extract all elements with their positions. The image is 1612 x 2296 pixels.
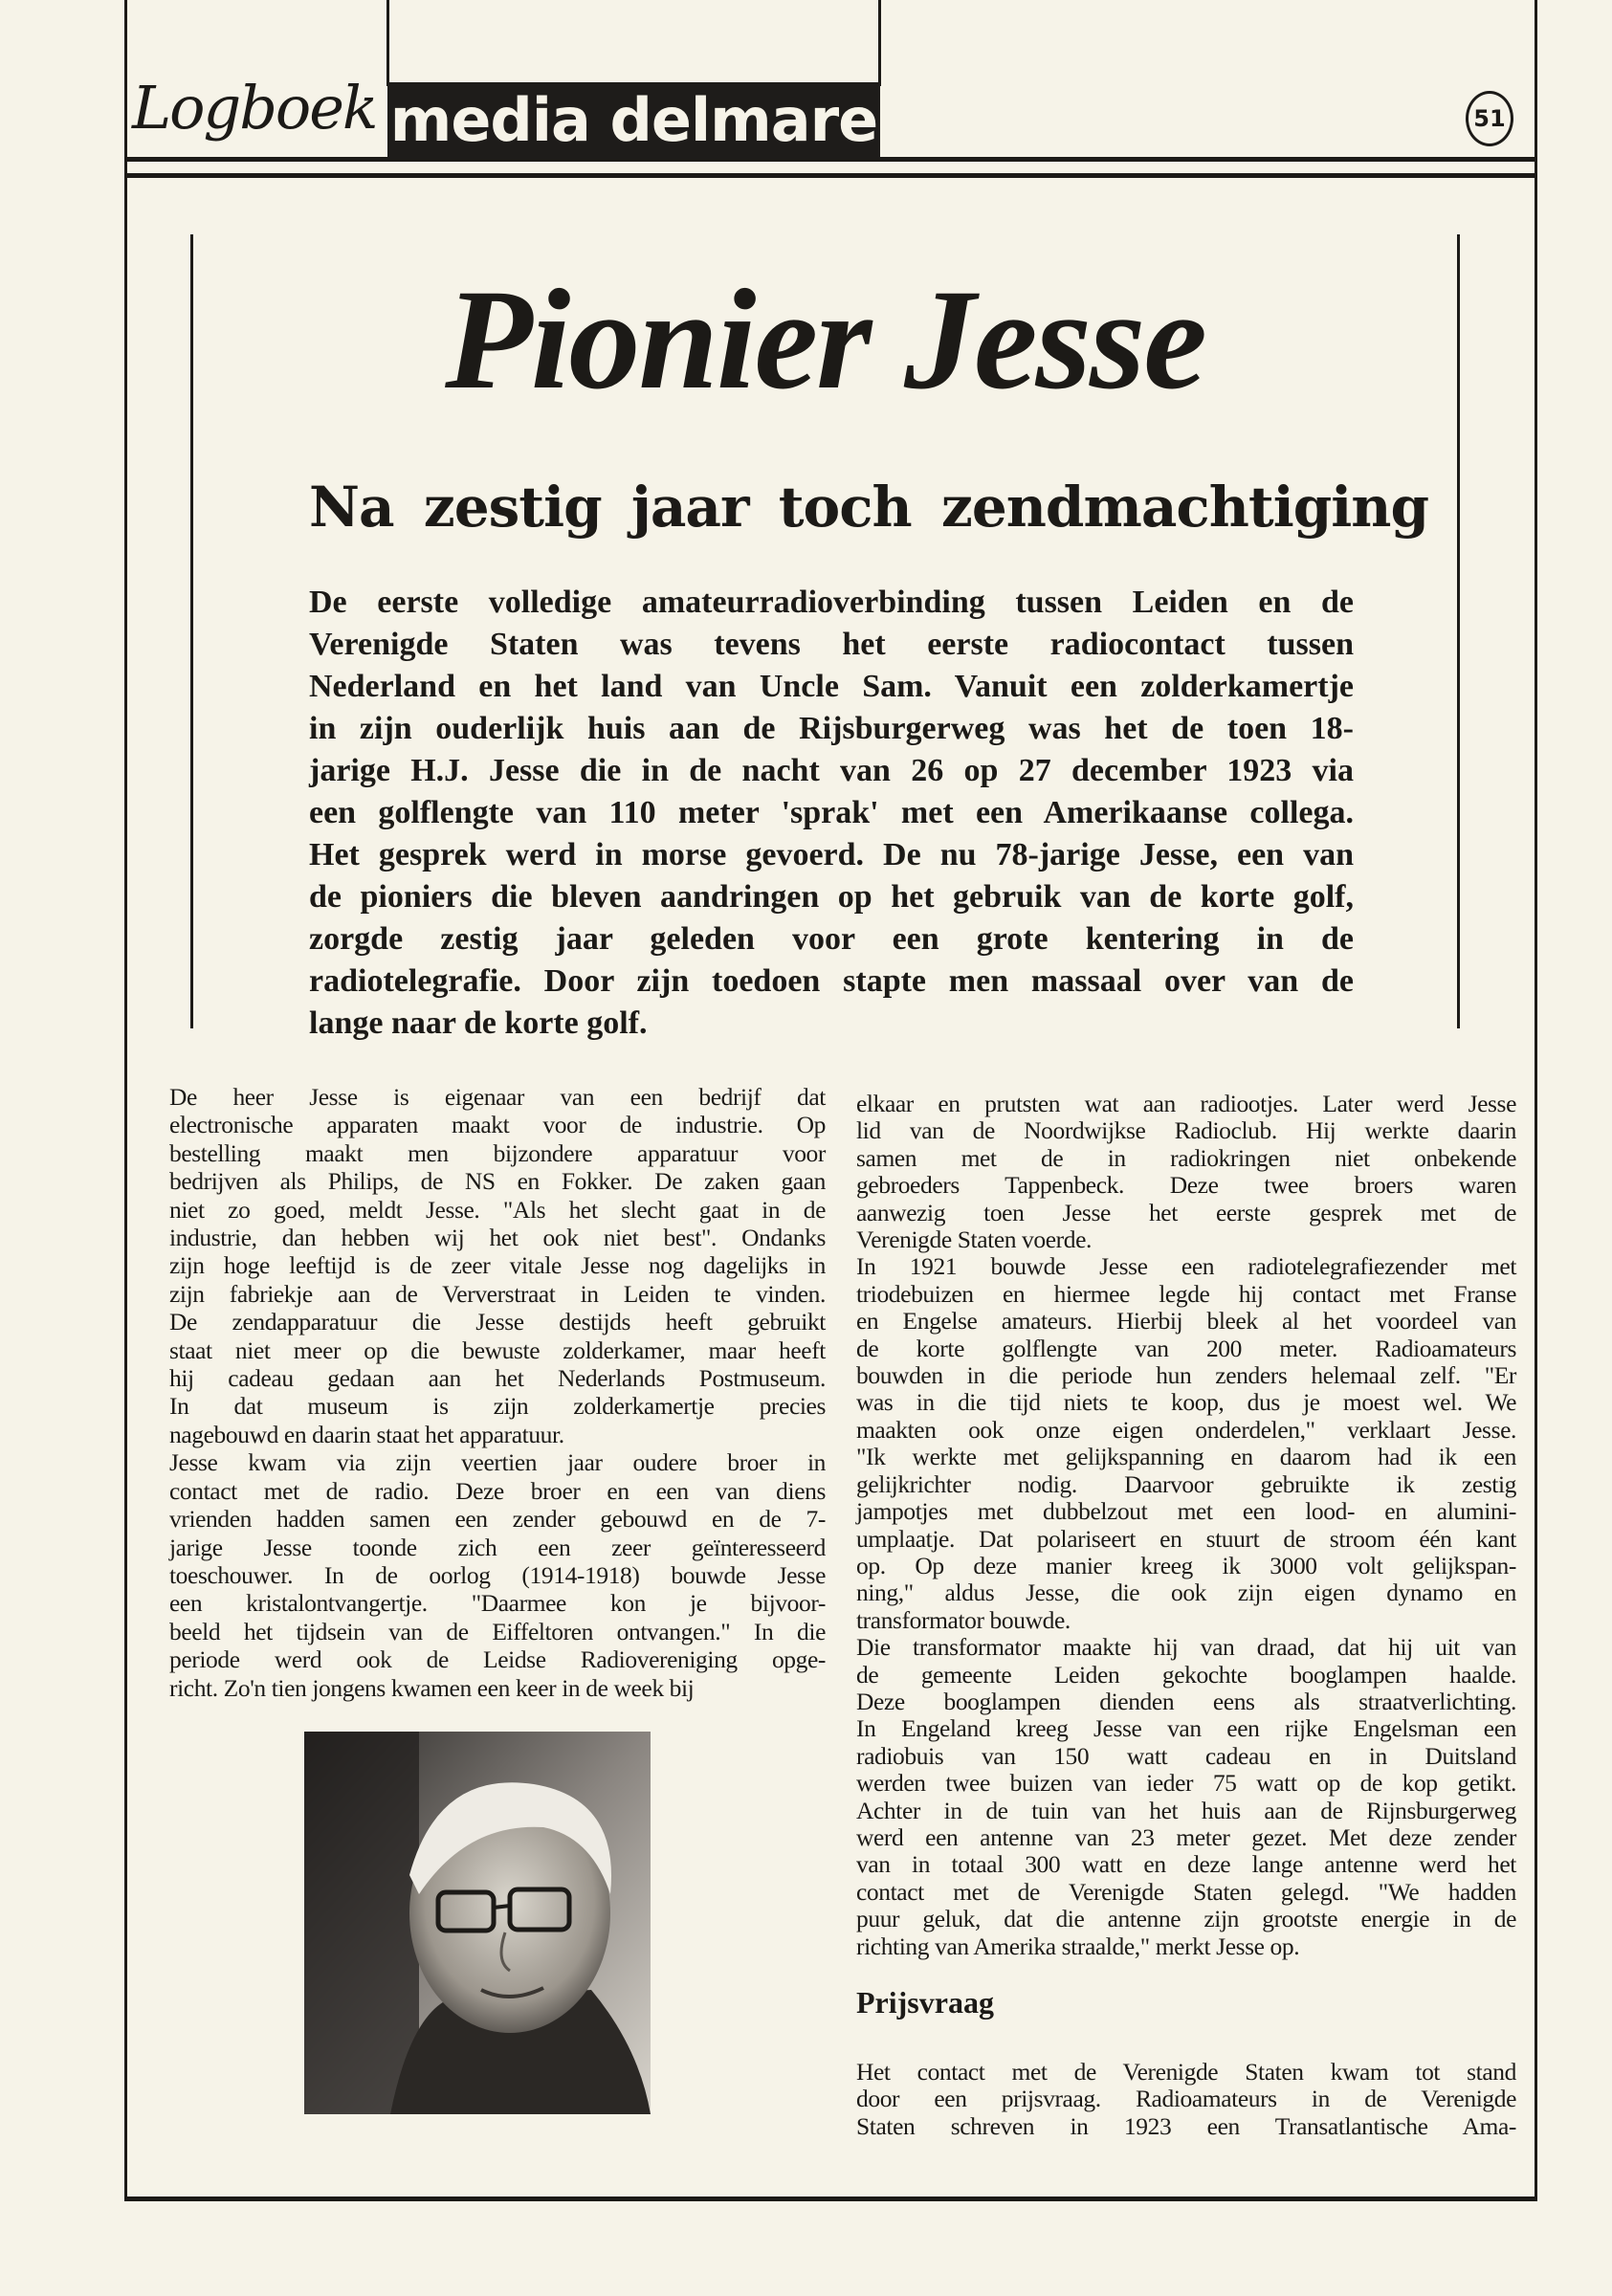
text-line: gelijkrichter nodig. Daarvoor gebruikte ik zestig	[856, 1469, 1516, 1498]
header-divider-right	[878, 0, 881, 86]
text-line: toeschouwer. In de oorlog (1914-1918) bouwde Jesse	[169, 1560, 826, 1589]
text-line: staat niet meer op die bewuste zolderkamer, maar heeft	[169, 1336, 826, 1364]
text-line: zijn fabriekje aan de Ververstraat in Leiden te vinden.	[169, 1279, 826, 1308]
text-line: bouwden in die periode hun zenders helemaal zelf. "Er	[856, 1361, 1516, 1390]
text-line: Achter in de tuin van het huis aan de Rijnsburgerweg	[856, 1796, 1516, 1824]
text-line: contact met de radio. Deze broer en een van diens	[169, 1476, 826, 1505]
text-line: Staten schreven in 1923 een Transatlantische Ama-	[856, 2111, 1516, 2140]
frame-right-border	[1535, 0, 1537, 2200]
text-line: richting van Amerika straalde," merkt Jesse op.	[856, 1932, 1300, 1960]
text-line: de gemeente Leiden gekochte booglampen haalde.	[856, 1660, 1516, 1689]
paragraph	[856, 2059, 1516, 2140]
intro-line: de pioniers die bleven aandringen op het gebruik van de korte golf,	[309, 879, 1354, 915]
text-line: nagebouwd en daarin staat het apparatuur.	[169, 1420, 564, 1448]
text-line: richt. Zo'n tien jongens kwamen een keer in de week bij	[169, 1673, 695, 1702]
text-line: triodebuizen en hiermee legde hij contact met Franse	[856, 1279, 1516, 1308]
paragraph	[856, 1091, 1516, 1253]
text-line: electronische apparaten maakt voor de industrie. Op	[169, 1111, 826, 1139]
text-line: en Engelse amateurs. Hierbij bleek al het voordeel van	[856, 1307, 1516, 1336]
text-line: was in die tijd niets te koop, dus je moest wel. We	[856, 1388, 1516, 1417]
header-rule-bottom	[124, 173, 1537, 178]
portrait-image	[304, 1732, 651, 2114]
portrait-photo	[304, 1732, 651, 2114]
text-line: niet zo goed, meldt Jesse. "Als het slecht gaat in de	[169, 1195, 826, 1224]
text-line: de korte golflengte van 200 meter. Radioamateurs	[856, 1334, 1516, 1362]
text-line: een kristalontvangertje. "Daarmee kon je bijvoor-	[169, 1589, 826, 1618]
paragraph	[169, 1083, 826, 1448]
intro-line: lange naar de korte golf.	[309, 1005, 648, 1041]
intro-line: Het gesprek werd in morse gevoerd. De nu 78-jarige Jesse, een van	[309, 837, 1354, 872]
text-line: gebroeders Tappenbeck. Deze twee broers waren	[856, 1171, 1516, 1200]
text-line: transformator bouwde.	[856, 1605, 1071, 1634]
text-line: contact met de Verenigde Staten gelegd. "We hadden	[856, 1877, 1516, 1906]
frame-left-border	[124, 0, 127, 2200]
text-line: jarige Jesse toonde zich een zeer geïnteresseerd	[169, 1533, 826, 1561]
text-line: bedrijven als Philips, de NS en Fokker. De zaken gaan	[169, 1167, 826, 1196]
intro-line: zorgde zestig jaar geleden voor een grote kentering in de	[309, 921, 1354, 957]
left-column	[169, 1083, 826, 1702]
text-line: ning," aldus Jesse, die ook zijn eigen dynamo en	[856, 1578, 1516, 1607]
right-column	[856, 1091, 1516, 1960]
text-line: Verenigde Staten voerde.	[856, 1225, 1093, 1254]
text-line: In Engeland kreeg Jesse van een rijke Engelsman een	[856, 1714, 1516, 1743]
text-line: maakten ook onze eigen onderdelen," verklaart Jesse.	[856, 1415, 1516, 1444]
text-line: Die transformator maakte hij van draad, dat hij uit van	[856, 1633, 1516, 1662]
text-line: In 1921 bouwde Jesse een radiotelegrafiezender met	[856, 1252, 1516, 1281]
text-line: Het contact met de Verenigde Staten kwam tot stand	[856, 2058, 1516, 2086]
paragraph	[856, 1253, 1516, 1634]
text-line: industrie, dan hebben wij het ook niet best". Ondanks	[169, 1224, 826, 1252]
text-line: "Ik werkte met gelijkspanning en daarom had ik een	[856, 1443, 1516, 1471]
section-heading: Prijsvraag	[856, 1985, 994, 2020]
brand-logo: media delmare	[387, 82, 880, 159]
section-logo: Logboek	[132, 73, 377, 143]
text-line: lid van de Noordwijkse Radioclub. Hij werkte daarin	[856, 1116, 1516, 1145]
intro-line: jarige H.J. Jesse die in de nacht van 26 op 27 december 1923 via	[309, 753, 1354, 788]
text-line: Jesse kwam via zijn veertien jaar oudere broer in	[169, 1448, 826, 1477]
text-line: bestelling maakt men bijzondere apparatuur voor	[169, 1138, 826, 1167]
footer-rule	[124, 2197, 1537, 2201]
text-line: op. Op deze manier kreeg ik 3000 volt gelijkspan-	[856, 1551, 1516, 1579]
text-line: puur geluk, dat die antenne zijn grootste energie in de	[856, 1905, 1516, 1933]
text-line: werd een antenne van 23 meter gezet. Met deze zender	[856, 1822, 1516, 1851]
page-number: 51	[1466, 91, 1513, 146]
article-intro	[309, 582, 1354, 1045]
text-line: door een prijsvraag. Radioamateurs in de Verenigde	[856, 2085, 1516, 2113]
text-line: aanwezig toen Jesse het eerste gesprek met de	[856, 1198, 1516, 1226]
text-line: vrienden hadden samen een zender gebouwd en de 7-	[169, 1505, 826, 1534]
text-line: beeld het tijdsein van de Eiffeltoren ontvangen." In die	[169, 1617, 826, 1645]
right-column-continued	[856, 2059, 1516, 2140]
text-line: periode werd ook de Leidse Radiovereniging opge-	[169, 1645, 826, 1674]
text-line: Deze booglampen dienden eens als straatverlichting.	[856, 1687, 1516, 1715]
intro-line: een golflengte van 110 meter 'sprak' met een Amerikaanse collega.	[309, 795, 1354, 830]
intro-line: De eerste volledige amateurradioverbinding tussen Leiden en de	[309, 585, 1354, 620]
text-line: elkaar en prutsten wat aan radiootjes. Later werd Jesse	[856, 1090, 1516, 1117]
intro-line: Verenigde Staten was tevens het eerste radiocontact tussen	[309, 627, 1354, 662]
article-subtitle: Na zestig jaar toch zendmachtiging	[309, 475, 1429, 540]
article-title: Pionier Jesse	[445, 260, 1205, 419]
text-line: De heer Jesse is eigenaar van een bedrijf dat	[169, 1083, 826, 1111]
text-line: zijn hoge leeftijd is de zeer vitale Jesse nog dagelijks in	[169, 1251, 826, 1280]
paragraph	[169, 1448, 826, 1702]
intro-line: radiotelegrafie. Door zijn toedoen stapte men massaal over van de	[309, 963, 1354, 999]
text-line: werden twee buizen van ieder 75 watt op de kop getikt.	[856, 1769, 1516, 1798]
text-line: van in totaal 300 watt en deze lange antenne werd het	[856, 1850, 1516, 1879]
text-line: umplaatje. Dat polariseert en stuurt de stroom één kant	[856, 1524, 1516, 1553]
text-line: jampotjes met dubbelzout met een lood- en alumini-	[856, 1497, 1516, 1526]
intro-line: in zijn ouderlijk huis aan de Rijsburgerweg was het de toen 18-	[309, 711, 1354, 746]
header-divider-left	[386, 0, 389, 86]
text-line: De zendapparatuur die Jesse destijds heeft gebruikt	[169, 1308, 826, 1336]
text-line: samen met de in radiokringen niet onbekende	[856, 1143, 1516, 1172]
paragraph	[856, 1634, 1516, 1960]
text-line: radiobuis van 150 watt cadeau en in Duitsland	[856, 1741, 1516, 1770]
text-line: In dat museum is zijn zolderkamertje precies	[169, 1392, 826, 1421]
text-line: hij cadeau gedaan aan het Nederlands Postmuseum.	[169, 1364, 826, 1393]
intro-line: Nederland en het land van Uncle Sam. Vanuit een zolderkamertje	[309, 669, 1354, 704]
